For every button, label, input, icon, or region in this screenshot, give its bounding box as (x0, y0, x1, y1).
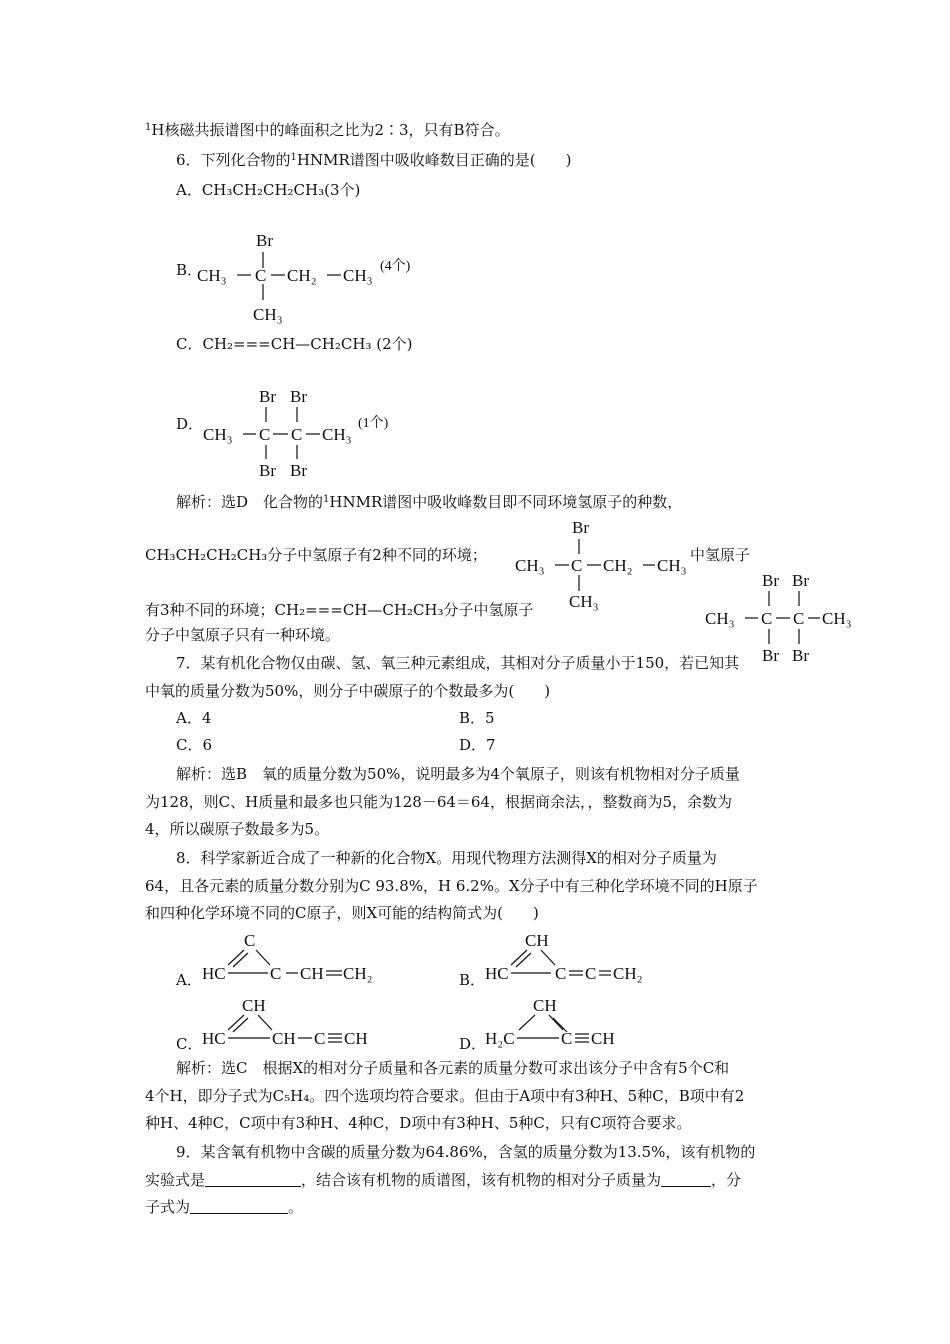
count-label: (4个) (380, 259, 411, 274)
solution-6 (176, 492, 682, 512)
solution-7-line2: 为128，则C、H质量和最多也只能为128－64＝64，根据商余法，，整数商为5，余数为 (145, 793, 733, 811)
chem-label: HC (202, 1029, 226, 1048)
chem-label: C (270, 964, 282, 983)
chem-label: Br (290, 387, 307, 406)
chem-label: CH₃ (657, 556, 687, 575)
text-span: 6．下列化合物的 (176, 151, 291, 169)
chem-label: C (255, 266, 267, 285)
chem-label: Br (792, 571, 809, 590)
option-8a-label: A． (176, 971, 202, 989)
chem-label: C (561, 1029, 573, 1048)
structure-8c (200, 993, 400, 1053)
count-label: (1个) (358, 416, 389, 431)
text-span: 解析：选D 化合物的 (176, 493, 324, 511)
chem-label: C (571, 556, 583, 575)
chem-label: CH₂ (343, 964, 373, 983)
structure-6b (195, 228, 435, 328)
structure-solution-a (513, 517, 713, 617)
chem-label: C (259, 425, 271, 444)
option-6b-label: B． (176, 261, 203, 279)
question-9-line3 (145, 1197, 303, 1217)
chem-label: C (761, 609, 773, 628)
text-line: $^1$H核磁共振谱图中的峰面积之比为2∶3，只有B符合。 (145, 121, 510, 139)
question-7-line2: 中氧的质量分数为50%，则分子中碳原子的个数最多为( ) (145, 682, 551, 700)
structure-6d (200, 385, 420, 480)
structure-8d (483, 993, 683, 1053)
text-span: ，分 (711, 1171, 742, 1189)
superscript: 1 (323, 494, 330, 505)
chem-label: CH (533, 996, 557, 1015)
chem-label: CH₃ (705, 609, 735, 628)
chem-label: H₂C (485, 1029, 515, 1048)
structure-solution-b (700, 570, 880, 665)
chem-label: C (244, 931, 256, 950)
chem-label: Br (256, 231, 273, 250)
chem-label: Br (762, 646, 779, 665)
chem-label: C (314, 1029, 326, 1048)
solution-8-line3: 种H、4种C，C项中有3种H、4种C，D项中有3种H、5种C，只有C项符合要求。 (145, 1114, 692, 1132)
solution-6-line3: 有3种不同的环境；CH₂===CH—CH₂CH₃分子中氢原子 (145, 601, 534, 619)
question-8-line2: 64，且各元素的质量分数分别为C 93.8%，H 6.2%。X分子中有三种化学环境不同的H原子 (145, 877, 758, 895)
chem-label: HC (485, 964, 509, 983)
solution-8-line2: 4个H，即分子式为C₅H₄。四个选项均符合要求。但由于A项中有3种H、5种C，B项中有2 (145, 1087, 745, 1105)
text-span: HNMR谱图中吸收峰数目即不同环境氢原子的种数， (329, 493, 683, 511)
text-span: 实验式是 (145, 1171, 206, 1189)
option-8d-label: D． (459, 1035, 487, 1053)
structure-8a (200, 928, 400, 988)
solution-7-line3: 4，所以碳原子数最多为5。 (145, 820, 330, 838)
chem-label: CH₃ (822, 609, 852, 628)
chem-label: Br (259, 387, 276, 406)
chem-label: CH (242, 996, 266, 1015)
answer-blank-formula[interactable] (205, 1172, 301, 1187)
chem-label: CH (591, 1029, 615, 1048)
text-span: ，结合该有机物的质谱图，该有机物的相对分子质量为 (301, 1171, 662, 1189)
chem-label: CH (300, 964, 324, 983)
chem-label: CH₃ (197, 266, 227, 285)
chem-label: C (585, 964, 597, 983)
chem-label: CH₃ (343, 266, 373, 285)
option-7c: C．6 (176, 736, 213, 754)
chem-label: Br (792, 646, 809, 665)
chem-label: CH₂ (603, 556, 633, 575)
question-9-line2 (145, 1170, 741, 1190)
question-7-line1: 7．某有机化合物仅由碳、氢、氧三种元素组成，其相对分子质量小于150，若已知其 (176, 654, 740, 672)
solution-6-line4: 分子中氢原子只有一种环境。 (145, 626, 341, 644)
answer-blank-molecular[interactable] (190, 1199, 288, 1214)
question-8-line3: 和四种化学环境不同的C原子，则X可能的结构简式为( ) (145, 904, 539, 922)
option-7b: B．5 (459, 709, 495, 727)
text-span: 子式为 (145, 1198, 191, 1216)
chem-label: Br (259, 461, 276, 480)
structure-8b (483, 928, 683, 988)
question-9-line1: 9．某含氧有机物中含碳的质量分数为64.86%，含氢的质量分数为13.5%，该有机物的 (176, 1143, 756, 1161)
solution-6-tail: 中氢原子 (690, 546, 751, 564)
option-6a: A．CH₃CH₂CH₂CH₃(3个) (176, 181, 361, 199)
chem-label: Br (762, 571, 779, 590)
chem-label: C (291, 425, 303, 444)
chem-label: CH₃ (203, 425, 233, 444)
chem-label: Br (290, 461, 307, 480)
chem-label: CH₃ (322, 425, 352, 444)
answer-blank-mass[interactable] (661, 1172, 711, 1187)
chem-label: CH₂ (613, 964, 643, 983)
chem-label: Br (572, 518, 589, 537)
superscript: 1 (145, 122, 152, 133)
text-span: 。 (288, 1198, 304, 1216)
chem-label: CH (344, 1029, 368, 1048)
option-8b-label: B． (459, 971, 486, 989)
solution-6-line2: CH₃CH₂CH₂CH₃分子中氢原子有2种不同的环境； (145, 546, 487, 564)
question-6 (176, 150, 572, 170)
text-span: HNMR谱图中吸收峰数目正确的是( ) (296, 151, 572, 169)
option-7d: D．7 (459, 736, 496, 754)
chem-label: CH₃ (253, 305, 283, 324)
superscript: 1 (290, 152, 297, 163)
option-8c-label: C． (176, 1035, 203, 1053)
chem-label: CH₂ (287, 266, 317, 285)
solution-8-line1: 解析：选C 根据X的相对分子质量和各元素的质量分数可求出该分子中含有5个C和 (176, 1059, 730, 1077)
chem-label: HC (202, 964, 226, 983)
question-8-line1: 8．科学家新近合成了一种新的化合物X。用现代物理方法测得X的相对分子质量为 (176, 849, 717, 867)
chem-label: CH (272, 1029, 296, 1048)
chem-label: CH (525, 931, 549, 950)
option-6d-label: D． (176, 415, 204, 433)
option-6c: C．CH₂===CH—CH₂CH₃ (2个) (176, 335, 413, 353)
chem-label: C (793, 609, 805, 628)
chem-label: CH₃ (515, 556, 545, 575)
chem-label: CH₃ (569, 592, 599, 611)
solution-7-line1: 解析：选B 氧的质量分数为50%，说明最多为4个氧原子，则该有机物相对分子质量 (176, 765, 740, 783)
chem-label: C (555, 964, 567, 983)
option-7a: A．4 (176, 709, 212, 727)
text-span: 核磁共振谱图中的峰面积之比为2∶3，只有B符合。 (164, 121, 510, 139)
